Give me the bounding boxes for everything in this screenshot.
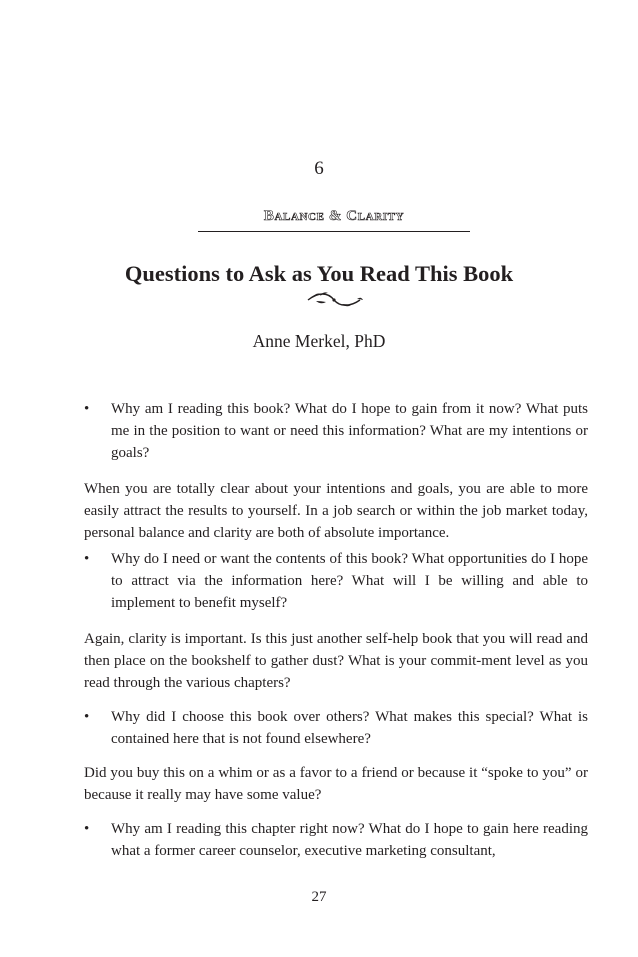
author-name: Anne Merkel, PhD: [252, 331, 386, 351]
body-paragraph: Again, clarity is important. Is this just another self-help book that you will read and then place on the bookshelf to gather dust? What is your commit-ment level as you read through the various chapters?: [84, 631, 588, 691]
body-paragraph: When you are totally clear about your intentions and goals, you are able to more easily attract the results to yourself. In a job search or within the job market today, personal balance and clarity are both of absolute importance.: [84, 481, 588, 541]
bullet-marker: •: [84, 401, 90, 417]
list-item-text: Why am I reading this chapter right now? What do I hope to gain here reading what a former career counselor, executive marketing consultant,: [111, 821, 588, 859]
section-header-label: Balance & Clarity: [263, 208, 405, 224]
list-item: [84, 398, 588, 464]
bullet-marker: •: [84, 821, 90, 837]
page-number: 27: [311, 889, 327, 905]
list-item: [84, 706, 588, 750]
list-item: [84, 548, 588, 614]
vine-ornament-icon: [302, 290, 366, 310]
list-item: [84, 818, 588, 862]
chapter-title: Questions to Ask as You Read This Book: [124, 261, 514, 286]
bullet-marker: •: [84, 551, 90, 567]
section-header: [198, 206, 470, 232]
chapter-number: 6: [314, 158, 324, 179]
body-paragraph: Did you buy this on a whim or as a favor to a friend or because it “spoke to you” or because it really may have some value?: [84, 765, 588, 803]
bullet-marker: •: [84, 709, 90, 725]
list-item-text: Why do I need or want the contents of this book? What opportunities do I hope to attract via the information here? What will I be willing and able to implement to benefit myself?: [111, 551, 588, 611]
list-item-text: Why did I choose this book over others? What makes this special? What is contained here that is not found elsewhere?: [111, 709, 588, 747]
list-item-text: Why am I reading this book? What do I hope to gain from it now? What puts me in the position to want or need this information? What are my intentions or goals?: [111, 401, 588, 461]
